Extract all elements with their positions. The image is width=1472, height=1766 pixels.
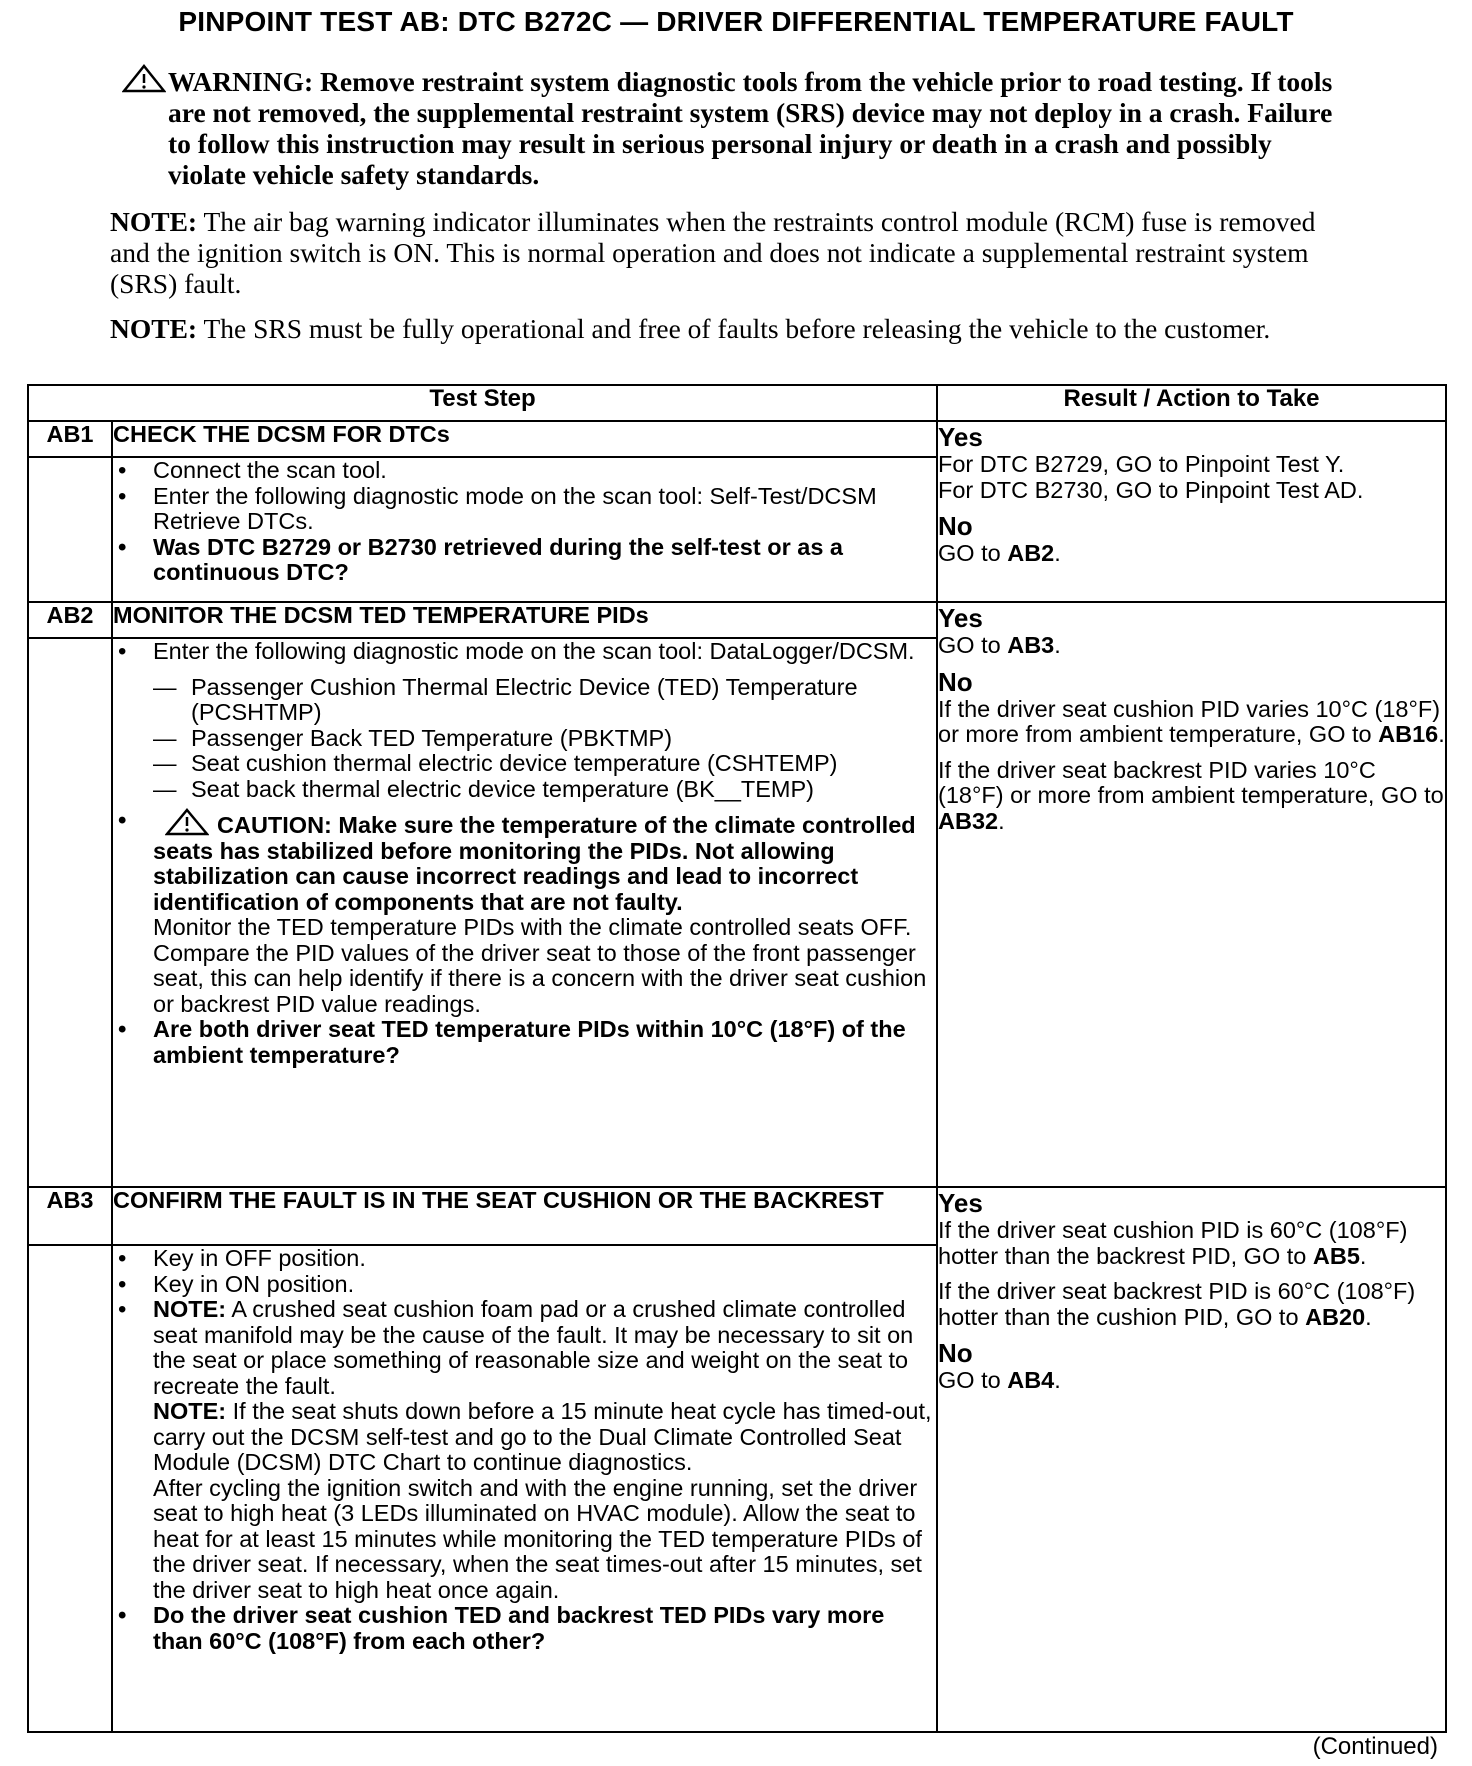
result-no-backrest-text: If the driver seat backrest PID varies 10°C (18°F) or more from ambient temperature, GO to [938, 756, 1444, 808]
result-yes-line [938, 633, 1445, 659]
step-link-ab3[interactable]: AB3 [1007, 632, 1055, 658]
go-to-text: GO to [938, 540, 1001, 566]
step-body-ab1 [112, 457, 937, 602]
sentence-end: . [1054, 540, 1061, 566]
note-text: The SRS must be fully operational and free of faults before releasing the vehicle to the customer. [203, 313, 1271, 344]
result-ab2 [937, 602, 1446, 1187]
caution-triangle-icon [165, 808, 209, 836]
step-note [113, 1297, 936, 1399]
step-link-ab2[interactable]: AB2 [1007, 540, 1055, 566]
go-to-text: GO to [938, 1367, 1001, 1393]
step-paragraph: Monitor the TED temperature PIDs with the climate controlled seats OFF. Compare the PID values of the driver seat to those of the front passenger seat, this can help identify if there is a concern with the driver seat cushion or backrest PID value readings. [153, 914, 927, 1017]
warning-block [110, 66, 1350, 190]
note-label: NOTE: [153, 1398, 227, 1424]
step-link-ab5[interactable]: AB5 [1312, 1242, 1360, 1269]
caution-text: Make sure the temperature of the climate controlled seats has stabilized before monitoring the PIDs. Not allowing stabilization can cause incorrect readings and lead to incorrect identification of components that are not faulty. [153, 812, 916, 915]
step-id-ab3: AB3 [28, 1187, 112, 1245]
caution-label: CAUTION: [217, 812, 332, 838]
result-yes-cushion-text: If the driver seat cushion PID is 60°C (108°F) hotter than the backrest PID, GO to [938, 1217, 1408, 1269]
note-text: A crushed seat cushion foam pad or a crushed climate controlled seat manifold may be the cause of the fault. It may be necessary to sit on the seat or place something of reasonable size and weight on the seat to recreate the fault. [153, 1296, 914, 1399]
result-yes-line: For DTC B2729, GO to Pinpoint Test Y. [938, 451, 1345, 477]
result-ab1 [937, 421, 1446, 602]
sentence-end: . [1438, 721, 1445, 747]
step-body-ab2 [112, 638, 937, 1187]
step-bullet [113, 639, 936, 802]
pid-item: — Seat cushion thermal electric device temperature (CSHTEMP) [153, 751, 936, 777]
note-label: NOTE: [110, 206, 198, 237]
pid-item: — Passenger Back TED Temperature (PBKTMP) [153, 726, 936, 752]
note-text: If the seat shuts down before a 15 minute heat cycle has timed-out, carry out the DCSM self-test and go to the Dual Climate Controlled Seat Module (DCSM) DTC Chart to continue diagnostics. [153, 1398, 932, 1475]
step-question: • Do the driver seat cushion TED and backrest TED PIDs vary more than 60°C (108°F) from each other? [113, 1603, 936, 1654]
result-yes-label: Yes [938, 1188, 983, 1218]
header-result-action: Result / Action to Take [937, 385, 1446, 421]
step-id-spacer [28, 1245, 112, 1732]
step-question: • Was DTC B2729 or B2730 retrieved during the self-test or as a continuous DTC? [113, 535, 936, 586]
step-id-spacer [28, 638, 112, 1187]
pinpoint-test-table [27, 384, 1447, 1733]
step-bullet-text: Enter the following diagnostic mode on the scan tool: DataLogger/DCSM. [153, 638, 915, 664]
pid-item: — Seat back thermal electric device temperature (BK__TEMP) [153, 777, 936, 803]
step-link-ab4[interactable]: AB4 [1007, 1367, 1055, 1393]
step-id-ab1: AB1 [28, 421, 112, 457]
step-note [113, 1399, 936, 1476]
sentence-end: . [1365, 1303, 1372, 1330]
note-airbag-indicator [110, 206, 1350, 299]
step-caution [113, 808, 936, 915]
page-title: PINPOINT TEST AB: DTC B272C — DRIVER DIFFERENTIAL TEMPERATURE FAULT [178, 6, 1294, 37]
step-title-ab1: CHECK THE DCSM FOR DTCs [112, 421, 937, 457]
sentence-end: . [1359, 1242, 1367, 1269]
note-label: NOTE: [110, 313, 198, 344]
result-yes-label: Yes [938, 422, 983, 452]
result-no-label: No [938, 666, 973, 697]
note-label: NOTE: [153, 1296, 227, 1322]
result-no-label: No [938, 511, 973, 541]
result-no-cushion-text: If the driver seat cushion PID varies 10°C (18°F) or more from ambient temperature, GO to [938, 695, 1441, 747]
result-yes-line [938, 1279, 1445, 1330]
step-link-ab20[interactable]: AB20 [1305, 1303, 1366, 1330]
note-srs-operational [110, 313, 1350, 344]
note-text: The air bag warning indicator illuminates when the restraints control module (RCM) fuse is removed and the ignition switch is ON. This is normal operation and does not indicate a supplemental restraint system (SRS) fault. [110, 206, 1316, 299]
warning-triangle-icon [122, 64, 166, 94]
step-id-ab2: AB2 [28, 602, 112, 638]
pid-list [153, 675, 936, 803]
result-yes-line: For DTC B2730, GO to Pinpoint Test AD. [938, 476, 1364, 503]
sentence-end: . [1054, 632, 1061, 658]
sentence-end: . [998, 807, 1005, 834]
step-link-ab32[interactable]: AB32 [938, 807, 999, 834]
step-title-ab2: MONITOR THE DCSM TED TEMPERATURE PIDs [112, 602, 937, 638]
step-bullet: • Key in ON position. [113, 1272, 936, 1298]
sentence-end: . [1054, 1367, 1061, 1393]
pid-item: — Passenger Cushion Thermal Electric Device (TED) Temperature (PCSHTMP) [153, 675, 936, 726]
step-link-ab16[interactable]: AB16 [1378, 721, 1439, 747]
step-bullet: • Key in OFF position. [113, 1246, 936, 1272]
step-paragraph: After cycling the ignition switch and with the engine running, set the driver seat to high heat (3 LEDs illuminated on HVAC module). Allow the seat to heat for at least 15 minutes while monitoring the TED temperature PIDs of the driver seat. If necessary, when the seat times-out after 15 minutes, set the driver seat to high heat once again. [153, 1474, 922, 1603]
result-no-line [938, 697, 1445, 748]
header-test-step: Test Step [28, 385, 937, 421]
step-bullet: • Enter the following diagnostic mode on the scan tool: Self-Test/DCSM Retrieve DTCs. [113, 484, 936, 535]
step-bullet: • Connect the scan tool. [113, 458, 936, 484]
result-no-label: No [938, 1338, 973, 1368]
result-yes-line [938, 1218, 1445, 1269]
warning-body: Remove restraint system diagnostic tools from the vehicle prior to road testing. If tools are not removed, the supplemental restraint system (SRS) device may not deploy in a crash. Failure to follow this instruction may result in serious personal injury or death in a crash and possibly violate vehicle safety standards. [168, 66, 1333, 190]
step-body-ab3 [112, 1245, 937, 1732]
result-no-line [938, 758, 1445, 835]
step-id-spacer [28, 457, 112, 602]
go-to-text: GO to [938, 632, 1001, 658]
result-ab3 [937, 1187, 1446, 1732]
step-question: • Are both driver seat TED temperature PIDs within 10°C (18°F) of the ambient temperature? [113, 1017, 936, 1068]
result-no-line [938, 1368, 1445, 1394]
result-no-line [938, 541, 1445, 567]
result-yes-label: Yes [938, 603, 983, 633]
warning-text [110, 66, 1350, 190]
result-yes-backrest-text: If the driver seat backrest PID is 60°C (108°F) hotter than the cushion PID, GO to [938, 1278, 1416, 1330]
continued-label: (Continued) [1312, 1733, 1438, 1760]
step-title-ab3: CONFIRM THE FAULT IS IN THE SEAT CUSHION OR THE BACKREST [112, 1187, 937, 1245]
warning-label: WARNING: [168, 66, 314, 97]
